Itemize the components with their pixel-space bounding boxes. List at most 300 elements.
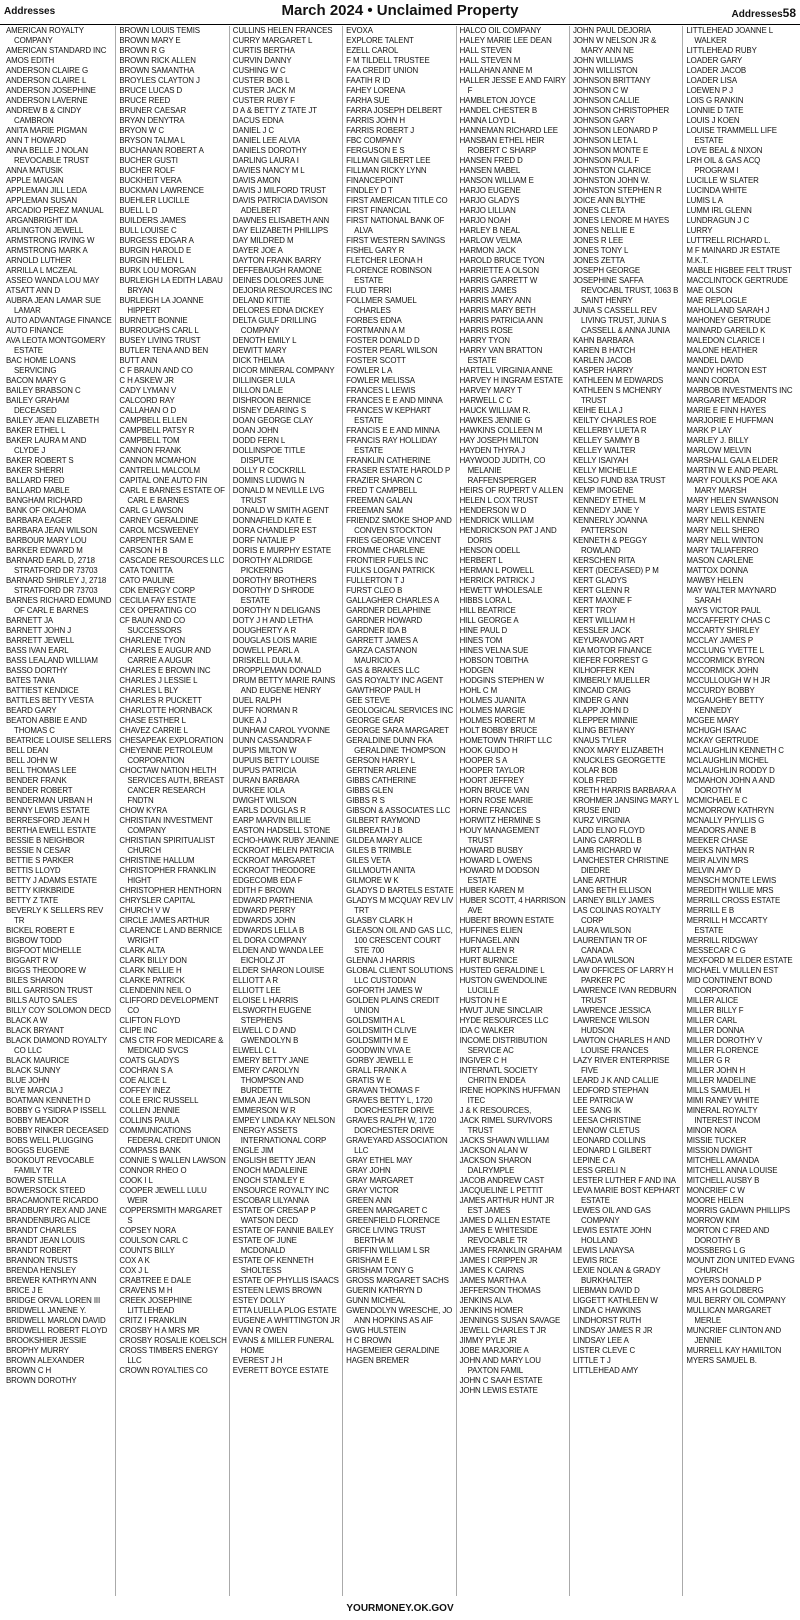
property-owner-entry: MCMORROW KATHRYN xyxy=(686,806,774,815)
property-owner-entry: DAYTON FRANK BARRY xyxy=(232,256,322,265)
property-owner-entry: BUEHLER LUCILLE xyxy=(119,196,190,205)
property-owner-entry: MILLER CARL xyxy=(686,1016,737,1025)
property-owner-entry: DISNEY DEARING S xyxy=(232,406,307,415)
property-owner-entry: CHOCTAW NATION HELTH SERVICES AUTH, BREAST CANCER RESEARCH FNDTN xyxy=(119,766,225,805)
property-owner-entry: GUNN MICHEAL xyxy=(346,1296,406,1305)
property-owner-entry: HARWELL C C xyxy=(459,396,512,405)
property-owner-entry: HAY JOSEPH MILTON xyxy=(459,436,539,445)
property-owner-entry: ESTATE OF JUNE MCDONALD xyxy=(232,1236,297,1255)
property-owner-entry: GERALDINE DUNN FKA GERALDINE THOMPSON xyxy=(346,736,446,755)
property-owner-entry: ENGLISH BETTY JEAN xyxy=(232,1156,316,1165)
property-owner-entry: JENKINS ALVA xyxy=(459,1296,513,1305)
property-owner-entry: HILL BEATRICE xyxy=(459,606,516,615)
property-owner-entry: GILES VETA xyxy=(346,856,391,865)
property-owner-entry: BURGESS EDGAR A xyxy=(119,236,194,245)
property-owner-entry: KELLEY WALTER xyxy=(572,446,636,455)
property-owner-entry: AMOS EDITH xyxy=(6,56,55,65)
property-owner-entry: FRED T CAMPBELL xyxy=(346,486,418,495)
property-owner-entry: MRS A H GOLDBERG xyxy=(686,1286,764,1295)
property-owner-entry: BRANDT ROBERT xyxy=(6,1246,72,1255)
property-owner-entry: MONCRIEF C W xyxy=(686,1186,745,1195)
property-owner-entry: COMMUNICATIONS FEDERAL CREDIT UNION xyxy=(119,1126,221,1145)
property-owner-entry: HAROLD BRUCE TYON xyxy=(459,256,545,265)
property-owner-entry: EMPEY LINDA KAY NELSON xyxy=(232,1116,335,1125)
page-title: March 2024 • Unclaimed Property xyxy=(281,2,519,19)
property-owner-entry: CLARK BILLY DON xyxy=(119,956,187,965)
property-owner-entry: MARLOW MELVIN xyxy=(686,446,752,455)
property-owner-entry: BAILEY JEAN ELIZABETH xyxy=(6,416,99,425)
property-owner-entry: JONES TONY L xyxy=(572,246,629,255)
property-owner-entry: MANDEL DAVID xyxy=(686,356,744,365)
property-owner-entry: HAWKINS COLLEEN M xyxy=(459,426,543,435)
property-owner-entry: BROWN LOUIS TEMIS xyxy=(119,26,200,35)
property-owner-entry: LIGGETT KATHLEEN W xyxy=(572,1296,658,1305)
property-owner-entry: KERT (DECEASED) P M xyxy=(572,566,659,575)
property-owner-entry: JOHN C SAAH ESTATE xyxy=(459,1376,543,1385)
property-owner-entry: BOATMAN KENNETH D xyxy=(6,1096,91,1105)
property-owner-entry: CLARK NELLIE H xyxy=(119,966,182,975)
property-owner-entry: MYERS SAMUEL B. xyxy=(686,1356,757,1365)
property-owner-entry: MARSHALL GALA ELDER xyxy=(686,456,778,465)
property-owner-entry: COOPER JEWELL LULU WEIR xyxy=(119,1186,207,1205)
property-owner-entry: GIBSON & ASSOCIATES LLC xyxy=(346,806,451,815)
property-owner-entry: CROWN ROYALTIES CO xyxy=(119,1366,208,1375)
property-owner-entry: DOMINS LUDWIG N xyxy=(232,476,305,485)
property-owner-entry: BOOKOUT REVOCABLE FAMILY TR xyxy=(6,1156,95,1175)
property-owner-entry: BURLEIGH LA EDITH LABAU BRYAN xyxy=(119,276,223,295)
property-owner-entry: BELL THOMAS LEE xyxy=(6,766,77,775)
property-owner-entry: KINCAID CRAIG xyxy=(572,686,631,695)
property-owner-entry: CIRCLE JAMES ARTHUR xyxy=(119,916,210,925)
property-owner-entry: GARDNER IDA B xyxy=(346,626,407,635)
property-owner-entry: FOWLER MELISSA xyxy=(346,376,415,385)
property-owner-entry: CHRYSLER CAPITAL xyxy=(119,896,196,905)
property-owner-entry: FULLERTON T J xyxy=(346,576,405,585)
property-owner-entry: BRYSON TALMA L xyxy=(119,136,186,145)
property-owner-entry: ANDREW B & CINDY CAMBRON xyxy=(6,106,81,125)
property-owner-entry: HEIRS OF RUPERT V ALLEN xyxy=(459,486,564,495)
property-owner-entry: BOGGS EUGENE xyxy=(6,1146,70,1155)
property-owner-entry: CONNIE S WALLEN LAWSON xyxy=(119,1156,226,1165)
property-owner-entry: BURROUGHS CARL L xyxy=(119,326,199,335)
property-owner-entry: CHAVEZ CARRIE L xyxy=(119,726,188,735)
property-owner-entry: EASTON HADSELL STONE xyxy=(232,826,331,835)
property-owner-entry: BLYE MARCIA J xyxy=(6,1086,63,1095)
property-owner-entry: BAILEY BRABSON C xyxy=(6,386,81,395)
property-owner-entry: MAYS VICTOR PAUL xyxy=(686,606,761,615)
property-owner-entry: KATHLEEN M EDWARDS xyxy=(572,376,664,385)
property-owner-entry: MERRILL E B xyxy=(686,906,735,915)
property-owner-entry: BURK LOU MORGAN xyxy=(119,266,196,275)
property-owner-entry: HENDRICK WILLIAM xyxy=(459,516,534,525)
property-owner-entry: FERGUSON E S xyxy=(346,146,405,155)
property-owner-entry: BETTIS LLOYD xyxy=(6,866,61,875)
property-owner-entry: FREEMAN SAM xyxy=(346,506,403,515)
property-owner-entry: HARJO GLADYS xyxy=(459,196,520,205)
property-owner-entry: CECILIA FAY ESTATE xyxy=(119,596,196,605)
property-owner-entry: MCGEE MARY xyxy=(686,716,740,725)
property-owner-entry: HUBER KAREN M xyxy=(459,886,525,895)
property-owner-entry: HAMBLETON JOYCE xyxy=(459,96,536,105)
property-owner-entry: JOHNSON LETA L xyxy=(572,136,638,145)
property-owner-entry: BAILEY GRAHAM DECEASED xyxy=(6,396,70,415)
property-owner-entry: FARRA JOSEPH DELBERT xyxy=(346,106,443,115)
property-owner-entry: HYDE RESOURCES LLC xyxy=(459,1016,549,1025)
property-owner-entry: LESS GRELI N xyxy=(572,1166,626,1175)
property-owner-entry: BRUNER CAESAR xyxy=(119,106,187,115)
property-owner-entry: ANN T HOWARD xyxy=(6,136,67,145)
property-owner-entry: MARY FOULKS POE AKA MARY MARSH xyxy=(686,476,777,495)
property-owner-entry: JAMES FRANKLIN GRAHAM xyxy=(459,1246,562,1255)
property-owner-entry: BEATON ABBIE E AND THOMAS C xyxy=(6,716,87,735)
property-owner-entry: MAE REPLOGLE xyxy=(686,296,747,305)
property-owner-entry: FLETCHER LEONA H xyxy=(346,256,423,265)
property-owner-entry: GWENDOLYN WRESCHE, JO ANN HOPKINS AS AIF xyxy=(346,1306,453,1325)
property-owner-entry: DOWELL PEARL A xyxy=(232,646,300,655)
property-owner-entry: BETTY J ADAMS ESTATE xyxy=(6,876,97,885)
address-column xyxy=(683,26,796,1596)
property-owner-entry: JONES R LEE xyxy=(572,236,624,245)
property-owner-entry: H C BROWN xyxy=(346,1336,392,1345)
property-owner-entry: CASCADE RESOURCES LLC xyxy=(119,556,225,565)
property-owner-entry: CUSTER RUBY F xyxy=(232,96,295,105)
property-owner-entry: MERRILL CROSS ESTATE xyxy=(686,896,781,905)
property-owner-entry: MILLER BILLY F xyxy=(686,1006,744,1015)
property-owner-entry: BUSEY LIVING TRUST xyxy=(119,336,201,345)
property-owner-entry: KIEFER FORREST G xyxy=(572,656,648,665)
property-owner-entry: GRAY VICTOR xyxy=(346,1186,399,1195)
property-owner-entry: DUFF NORMAN R xyxy=(232,706,298,715)
property-owner-entry: MCCAFFERTY CHAS C xyxy=(686,616,771,625)
property-owner-entry: DILLON DALE xyxy=(232,386,283,395)
property-owner-entry: DEWITT MARY xyxy=(232,346,287,355)
property-owner-entry: DRUM BETTY MARIE RAINS AND EUGENE HENRY xyxy=(232,676,336,695)
property-owner-entry: MCCURDY BOBBY xyxy=(686,686,755,695)
property-owner-entry: FARRIS ROBERT J xyxy=(346,126,415,135)
property-owner-entry: HINES TOM xyxy=(459,636,503,645)
property-owner-entry: BRANDT JEAN LOUIS xyxy=(6,1236,85,1245)
property-owner-entry: FIRST WESTERN SAVINGS xyxy=(346,236,446,245)
property-owner-entry: COOK I L xyxy=(119,1176,153,1185)
property-owner-entry: KESSLER JACK xyxy=(572,626,631,635)
property-owner-entry: BUCKMAN LAWRENCE xyxy=(119,186,204,195)
property-owner-entry: BESSIE B NEIGHBOR xyxy=(6,836,85,845)
property-owner-entry: EDGECOMB EDA F xyxy=(232,876,303,885)
property-owner-entry: BRANNON TRUSTS xyxy=(6,1256,78,1265)
property-owner-entry: GIBBS CATHERINE xyxy=(346,776,416,785)
property-owner-entry: HELEN L COX TRUST xyxy=(459,496,539,505)
property-owner-entry: GRATIS W E xyxy=(346,1076,392,1085)
property-owner-entry: LISTER CLEVE C xyxy=(572,1346,636,1355)
property-owner-entry: MERRILL H MCCARTY ESTATE xyxy=(686,916,768,935)
property-owner-entry: MARK P LAY xyxy=(686,426,732,435)
address-column xyxy=(230,26,343,1596)
property-owner-entry: CEX OPERATING CO xyxy=(119,606,197,615)
property-owner-entry: KLING BETHANY xyxy=(572,726,635,735)
property-owner-entry: HARLEY B NEAL xyxy=(459,226,520,235)
property-owner-entry: JAMES K CAIRNS xyxy=(459,1266,524,1275)
property-owner-entry: JACOB ANDREW CAST xyxy=(459,1176,545,1185)
property-owner-entry: CREEK JOSEPHINE LITTLEHEAD xyxy=(119,1296,192,1315)
property-owner-entry: BURGIN HAROLD E xyxy=(119,246,192,255)
property-owner-entry: BAKER LAURA M AND CLYDE J xyxy=(6,436,87,455)
property-owner-entry: DANIEL LEE ALVIA xyxy=(232,136,301,145)
property-owner-entry: HARRY TYON xyxy=(459,336,510,345)
property-owner-entry: LEWIS RICE xyxy=(572,1256,618,1265)
property-owner-entry: LUMIS L A xyxy=(686,196,723,205)
property-owner-entry: ANNA MATUSIK xyxy=(6,166,63,175)
property-owner-entry: DROPPLEMAN DONALD xyxy=(232,666,322,675)
property-owner-entry: MARY NELL WINTON xyxy=(686,536,763,545)
property-owner-entry: BUELL L D xyxy=(119,206,158,215)
property-owner-entry: CRITZ I FRANKLIN xyxy=(119,1316,187,1325)
property-owner-entry: LEDFORD STEPHAN xyxy=(572,1086,649,1095)
property-owner-entry: JAMES D ALLEN ESTATE xyxy=(459,1216,551,1225)
property-owner-entry: COE ALICE L xyxy=(119,1076,167,1085)
property-owner-entry: DORIS E MURPHY ESTATE xyxy=(232,546,332,555)
property-owner-entry: GORBY JEWELL E xyxy=(346,1056,414,1065)
property-owner-entry: LINDSAY LEE A xyxy=(572,1336,629,1345)
property-owner-entry: CONNOR RHEO O xyxy=(119,1166,187,1175)
property-owner-entry: ECKROAT HELEN PATRICIA xyxy=(232,846,334,855)
property-owner-entry: DACUS EDNA xyxy=(232,116,284,125)
property-owner-entry: BUTLER TENA AND BEN xyxy=(119,346,209,355)
property-owner-entry: MCCLAY JAMES P xyxy=(686,636,754,645)
property-owner-entry: FOLLMER SAMUEL CHARLES xyxy=(346,296,417,315)
property-owner-entry: LANE ARTHUR xyxy=(572,876,627,885)
property-owner-entry: COX J L xyxy=(119,1266,149,1275)
property-owner-entry: ANDERSON CLAIRE G xyxy=(6,66,89,75)
property-owner-entry: FRANCIS E E AND MINNA xyxy=(346,426,440,435)
property-owner-entry: DAVIS J MILFORD TRUST xyxy=(232,186,326,195)
property-owner-entry: DELTA GULF DRILLING COMPANY xyxy=(232,316,317,335)
property-owner-entry: KELLY ISAIYAH xyxy=(572,456,629,465)
property-owner-entry: BOWERSOCK STEED xyxy=(6,1186,86,1195)
property-owner-entry: GARDNER DELAPHINE xyxy=(346,606,431,615)
property-owner-entry: CHRISTOPHER FRANKLIN HIGHT xyxy=(119,866,216,885)
property-owner-entry: BETTY KIRKBRIDE xyxy=(6,886,75,895)
property-owner-entry: KILHOFFER KEN xyxy=(572,666,635,675)
property-owner-entry: ELLIOTT A R xyxy=(232,976,279,985)
property-owner-entry: BRADBURY REX AND JANE xyxy=(6,1206,107,1215)
property-owner-entry: MORRIS GADAWN PHILLIPS xyxy=(686,1206,790,1215)
property-owner-entry: HARVEY MARY T xyxy=(459,386,522,395)
property-owner-entry: CALCORD RAY xyxy=(119,396,175,405)
property-owner-entry: KAREN B HATCH xyxy=(572,346,636,355)
property-owner-entry: KENNEDY ETHEL M xyxy=(572,496,646,505)
property-owner-entry: BLACK MAURICE xyxy=(6,1056,70,1065)
property-owner-entry: EMMA JEAN WILSON xyxy=(232,1096,311,1105)
property-owner-entry: ESCOBAR LILYANNA xyxy=(232,1196,309,1205)
property-owner-entry: AUBRA JEAN LAMAR SUE LAMAR xyxy=(6,296,101,315)
property-owner-entry: ARCADIO PEREZ MANUAL xyxy=(6,206,104,215)
property-owner-entry: HARJO EUGENE xyxy=(459,186,521,195)
property-owner-entry: MERRILL RIDGWAY xyxy=(686,936,758,945)
property-owner-entry: DUNN CASSANDRA F xyxy=(232,736,312,745)
property-owner-entry: CHARLES L BLY xyxy=(119,686,179,695)
property-owner-entry: LAZY RIVER ENTERPRISE FIVE xyxy=(572,1056,670,1075)
property-owner-entry: BETTIE S PARKER xyxy=(6,856,74,865)
property-owner-entry: GIBBS R S xyxy=(346,796,385,805)
property-owner-entry: GARRETT JAMES A xyxy=(346,636,418,645)
property-owner-entry: GOLDSMITH CLIVE xyxy=(346,1026,417,1035)
property-owner-entry: ANDERSON JOSEPHINE xyxy=(6,86,96,95)
property-owner-entry: JOHN PAUL DEJORIA xyxy=(572,26,652,35)
property-owner-entry: IDA C WALKER xyxy=(459,1026,515,1035)
property-owner-entry: HUBERT BROWN ESTATE xyxy=(459,916,554,925)
property-owner-entry: BOBBY G YSIDRA P ISSELL xyxy=(6,1106,107,1115)
property-owner-entry: COPPERSMITH MARGARET S xyxy=(119,1206,223,1225)
property-owner-entry: MCMICHAEL E C xyxy=(686,796,748,805)
property-owner-entry: C F BRAUN AND CO xyxy=(119,366,193,375)
property-owner-entry: HOOPER S A xyxy=(459,756,508,765)
property-owner-entry: BUCKHEIT VERA xyxy=(119,176,182,185)
property-owner-entry: ECKROAT THEODORE xyxy=(232,866,316,875)
property-owner-entry: LITTLE T J xyxy=(572,1356,611,1365)
property-owner-entry: ANNA BELLE J NOLAN REVOCABLE TRUST xyxy=(6,146,90,165)
property-owner-entry: HANDEL CHESTER B xyxy=(459,106,538,115)
property-owner-entry: MANN CORDA xyxy=(686,376,740,385)
property-owner-entry: CAMPBELL ELLEN xyxy=(119,416,187,425)
property-owner-entry: CURVIN DANNY xyxy=(232,56,292,65)
property-owner-entry: MICHAEL V MULLEN EST xyxy=(686,966,779,975)
property-owner-entry: ECKROAT MARGARET xyxy=(232,856,316,865)
property-owner-entry: CHASE ESTHER L xyxy=(119,716,186,725)
property-owner-entry: CF BAUN AND CO SUCCESSORS xyxy=(119,616,186,635)
property-owner-entry: LEONARD L GILBERT xyxy=(572,1146,652,1155)
property-owner-entry: DONNAFIELD KATE E xyxy=(232,516,312,525)
property-owner-entry: APPLEMAN SUSAN xyxy=(6,196,77,205)
property-owner-entry: JAMES ARTHUR HUNT JR EST JAMES xyxy=(459,1196,555,1215)
property-owner-entry: LANCHESTER CHRISTINE DIEDRE xyxy=(572,856,669,875)
property-owner-entry: JACKSON SHARON DALRYMPLE xyxy=(459,1156,532,1175)
property-owner-entry: CHOW KYRA xyxy=(119,806,168,815)
property-owner-entry: LARNEY BILLY JAMES xyxy=(572,896,655,905)
property-owner-entry: CLENDENIN NEIL O xyxy=(119,986,192,995)
property-owner-entry: MCKAY GERTRUDE xyxy=(686,736,759,745)
property-owner-entry: INGIVER C H xyxy=(459,1056,507,1065)
property-owner-entry: FULKS LOGAN PATRICK xyxy=(346,566,435,575)
property-owner-entry: GALLAGHER CHARLES A xyxy=(346,596,439,605)
property-owner-entry: DISHROON BERNICE xyxy=(232,396,311,405)
property-owner-entry: BENNY LEWIS ESTATE xyxy=(6,806,90,815)
property-owner-entry: KELLERBY LUETA R xyxy=(572,426,647,435)
property-owner-entry: KOLB FRED xyxy=(572,776,617,785)
property-owner-entry: KURZ VIRGINIA xyxy=(572,816,630,825)
property-owner-entry: HEWETT WHOLESALE xyxy=(459,586,543,595)
property-owner-entry: ELDEN AND WANDA LEE EICHOLZ JT xyxy=(232,946,324,965)
property-owner-entry: FAA CREDIT UNION xyxy=(346,66,419,75)
property-owner-entry: DORA CHANDLER EST xyxy=(232,526,317,535)
property-owner-entry: MILLER MADELINE xyxy=(686,1076,756,1085)
property-owner-entry: DICK THELMA xyxy=(232,356,285,365)
property-owner-entry: MARY NELL KENNEN xyxy=(686,516,764,525)
property-owner-entry: DONALD M NEVILLE LVG TRUST xyxy=(232,486,325,505)
property-owner-entry: HANSON WILLIAM E xyxy=(459,176,534,185)
property-owner-entry: DENOTH EMILY L xyxy=(232,336,297,345)
property-owner-entry: KERT TROY xyxy=(572,606,617,615)
property-owner-entry: BENDER ROBERT xyxy=(6,786,73,795)
property-owner-entry: LEESA CHRISTINE xyxy=(572,1116,642,1125)
property-owner-entry: MCLAUGHLIN MICHEL xyxy=(686,756,769,765)
property-owner-entry: ELLIOTT LEE xyxy=(232,986,281,995)
property-owner-entry: DAVIES NANCY M L xyxy=(232,166,305,175)
property-owner-entry: BLUE JOHN xyxy=(6,1076,50,1085)
property-owner-entry: DELAND KITTIE xyxy=(232,296,291,305)
property-owner-entry: FRANCES L LEWIS xyxy=(346,386,416,395)
property-owner-entry: HARLOW VELMA xyxy=(459,236,522,245)
property-owner-entry: FOWLER L A xyxy=(346,366,393,375)
property-owner-entry: DOROTHY ALDRIDGE PICKERING xyxy=(232,556,313,575)
property-owner-entry: ARMSTRONG IRVING W xyxy=(6,236,95,245)
property-owner-entry: GLENNA J HARRIS xyxy=(346,956,415,965)
property-owner-entry: KRETH HARRIS BARBARA A xyxy=(572,786,676,795)
property-owner-entry: CADY LYMAN V xyxy=(119,386,177,395)
property-owner-entry: LAWRENCE IVAN REDBURN TRUST xyxy=(572,986,677,1005)
property-owner-entry: MID CONTINENT BOND CORPORATION xyxy=(686,976,773,995)
property-owner-entry: MEEKER CHASE xyxy=(686,836,748,845)
property-owner-entry: MEEKS NATHAN R xyxy=(686,846,755,855)
property-owner-entry: JOICE ANN BLYTHE xyxy=(572,196,646,205)
property-owner-entry: ASSEO WANDA LOU MAY xyxy=(6,276,100,285)
property-owner-entry: BUILDERS JAMES xyxy=(119,216,186,225)
property-owner-entry: KNAUS TYLER xyxy=(572,736,627,745)
property-owner-entry: HALLER JESSE E AND FAIRY F xyxy=(459,76,566,95)
property-owner-entry: AUTO ADVANTAGE FINANCE xyxy=(6,316,112,325)
property-owner-entry: BARNETT JA xyxy=(6,616,54,625)
property-owner-entry: M.K.T. xyxy=(686,256,709,265)
property-owner-entry: JEFFERSON THOMAS xyxy=(459,1286,541,1295)
property-owner-entry: FAATIH R ID xyxy=(346,76,391,85)
property-owner-entry: CUSHING W C xyxy=(232,66,286,75)
property-owner-entry: KEYURAVONG ART xyxy=(572,636,645,645)
property-owner-entry: GAS ROYALTY INC AGENT xyxy=(346,676,444,685)
property-owner-entry: BRIDGE ORVAL LOREN III xyxy=(6,1296,101,1305)
property-owner-entry: HURT ALLEN R xyxy=(459,946,515,955)
property-owner-entry: KAHN BARBARA xyxy=(572,336,634,345)
property-owner-entry: BRICE J E xyxy=(6,1286,43,1295)
property-owner-entry: KERT WILLIAM H xyxy=(572,616,635,625)
property-owner-entry: CLIFTON FLOYD xyxy=(119,1016,181,1025)
property-owner-entry: DELORES EDNA DICKEY xyxy=(232,306,324,315)
property-owner-entry: BOBBY RINKER DECEASED xyxy=(6,1126,109,1135)
property-owner-entry: MINERAL ROYALTY INTEREST INCOM xyxy=(686,1106,761,1125)
property-owner-entry: JAMES E WHITESIDE REVOCABLE TR xyxy=(459,1226,538,1245)
property-owner-entry: BREWER KATHRYN ANN xyxy=(6,1276,97,1285)
property-owner-entry: INCOME DISTRIBUTION SERVICE AC xyxy=(459,1036,548,1055)
property-owner-entry: HOOPER TAYLOR xyxy=(459,766,525,775)
property-owner-entry: LEE PATRICIA W xyxy=(572,1096,634,1105)
property-owner-entry: CLARKE PATRICK xyxy=(119,976,185,985)
property-owner-entry: BRANDT CHARLES xyxy=(6,1226,77,1235)
property-owner-entry: CURTIS BERTHA xyxy=(232,46,295,55)
property-owner-entry: JONES CLETA xyxy=(572,206,626,215)
property-owner-entry: GREEN MARGARET C xyxy=(346,1206,428,1215)
property-owner-entry: DANIEL J C xyxy=(232,126,275,135)
property-owner-entry: FROMME CHARLENE xyxy=(346,546,425,555)
property-owner-entry: LESTER LUTHER F AND INA xyxy=(572,1176,676,1185)
property-owner-entry: JOHN AND MARY LOU PAXTON FAMIL xyxy=(459,1356,541,1375)
property-owner-entry: DEJORIA RESOURCES INC xyxy=(232,286,333,295)
property-owner-entry: MAHOLLAND SARAH J xyxy=(686,306,770,315)
property-owner-entry: JEWELL CHARLES T JR xyxy=(459,1326,547,1335)
property-owner-entry: GLADYS D BARTELS ESTATE xyxy=(346,886,454,895)
property-owner-entry: HAYWOOD JUDITH, CO MELANIE RAFFENSPERGER xyxy=(459,456,546,485)
property-owner-entry: CULLINS HELEN FRANCES xyxy=(232,26,333,35)
property-owner-entry: DODD FERN L xyxy=(232,436,286,445)
property-owner-entry: GOLDSMITH M E xyxy=(346,1036,409,1045)
property-owner-entry: JONES NELLIE E xyxy=(572,226,635,235)
